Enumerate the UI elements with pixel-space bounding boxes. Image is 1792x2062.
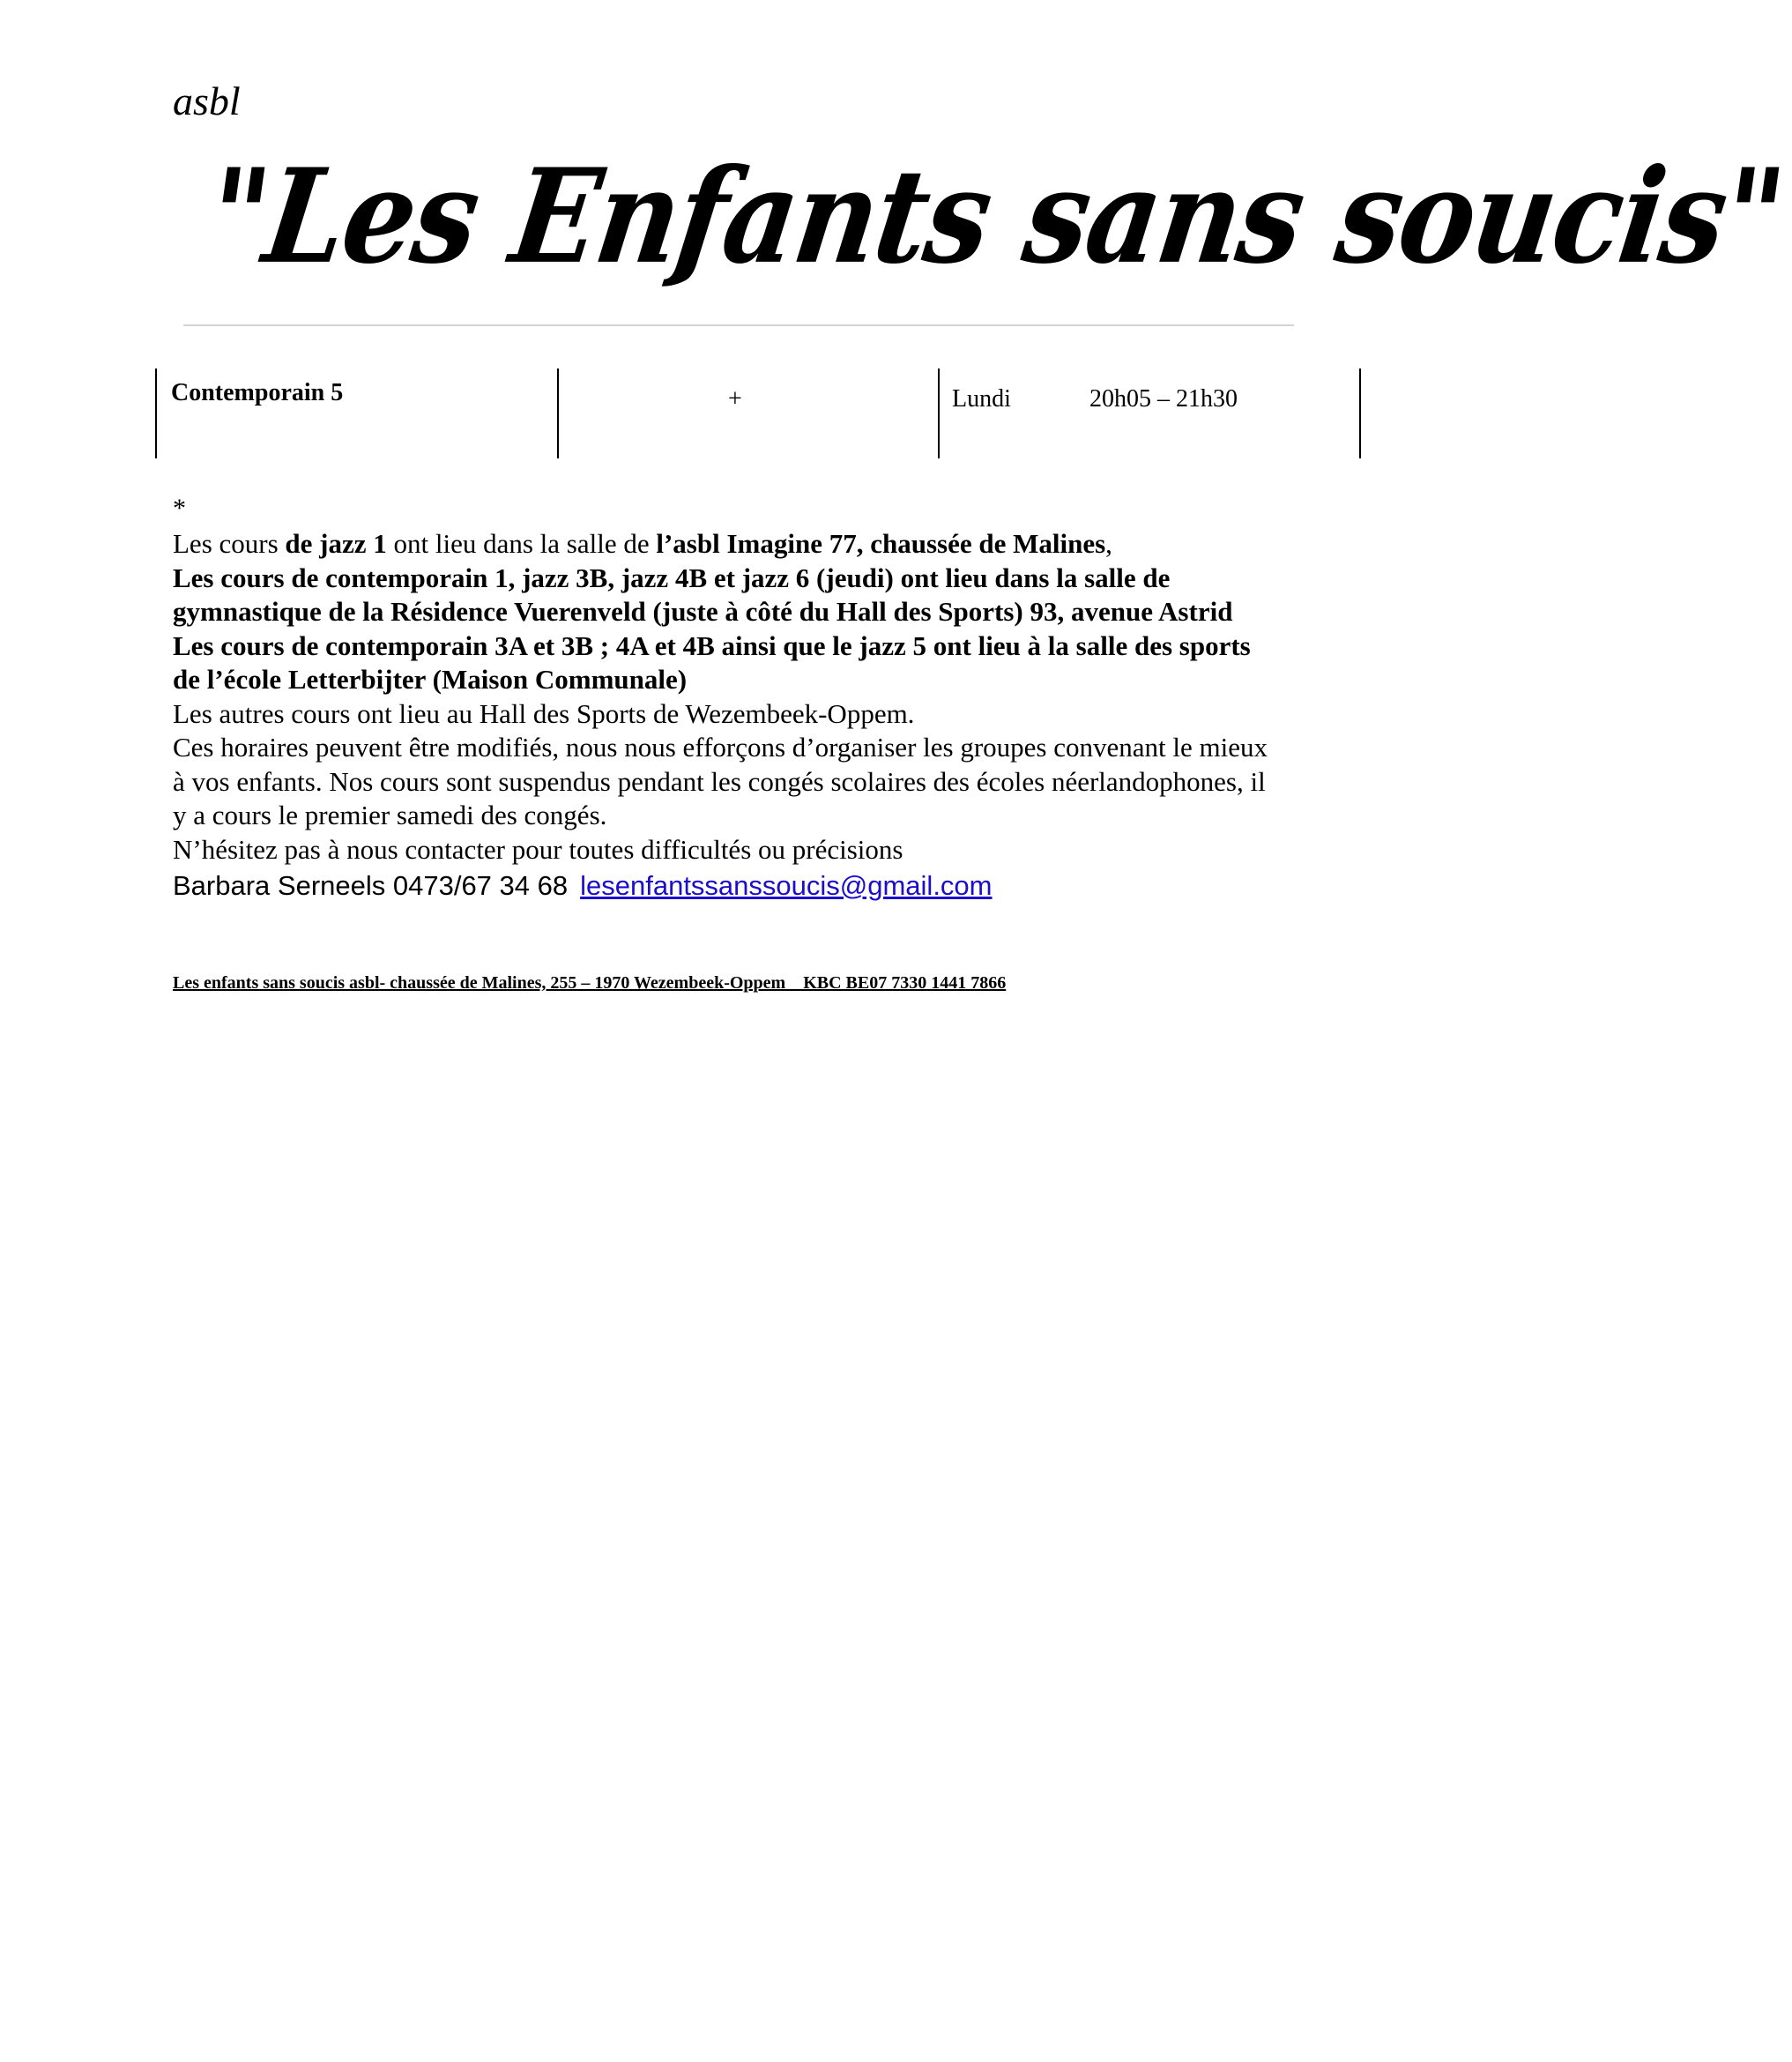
table-border-2 — [938, 368, 940, 458]
note-bold: Les cours de contemporain 1, jazz 3B, jazz 4B et jazz 6 (jeudi) ont lieu dans la salle de gymnastique de la Résidence Vuerenveld (juste à côté du Hall des Sports) 93, avenue Astrid — [173, 562, 1233, 627]
note-bold: Les cours de contemporain 3A et 3B ; 4A et 4B ainsi que le jazz 5 ont lieu à la salle des sports de l’école Letterbijter (Maison Communale) — [173, 629, 1251, 695]
note-text: , — [1105, 528, 1112, 559]
contact-line — [173, 868, 1283, 904]
asterisk: * — [173, 494, 186, 523]
table-border-right — [1359, 368, 1361, 458]
course-time: 20h05 – 21h30 — [1089, 385, 1238, 413]
note-bold: l’asbl Imagine 77, chaussée de Malines — [656, 528, 1106, 559]
contact-name: Barbara Serneels 0473/67 34 68 — [173, 870, 569, 901]
note-schedule-changes: Ces horaires peuvent être modifiés, nous nous efforçons d’organiser les groupes convenant le mieux à vos enfants. Nos cours sont suspendus pendant les congés scolaires des écoles néerlandophones, il y a cours le premier samedi des congés. — [173, 732, 1268, 830]
contact-email-link[interactable]: lesenfantssanssoucis@gmail.com — [580, 870, 993, 901]
course-day: Lundi — [952, 385, 1011, 413]
note-vuerenveld — [173, 562, 1283, 629]
note-letterbijter — [173, 629, 1283, 697]
course-marker: + — [728, 385, 742, 413]
asbl-label: asbl — [173, 78, 241, 123]
note-jazz1 — [173, 527, 1283, 562]
note-hall: Les autres cours ont lieu au Hall des Sports de Wezembeek-Oppem. — [173, 697, 915, 729]
header-divider — [183, 324, 1294, 326]
footer-address: Les enfants sans soucis asbl- chaussée de Malines, 255 – 1970 Wezembeek-Oppem KBC BE07 7330 1441 7866 — [173, 973, 1007, 993]
note-contact-invite: N’hésitez pas à nous contacter pour toutes difficultés ou précisions — [173, 833, 903, 865]
logo-text: "Les Enfants sans soucis" — [198, 141, 1792, 294]
course-name: Contemporain 5 — [171, 379, 344, 406]
note-text: Les cours — [173, 528, 286, 559]
note-text: ont lieu dans la salle de — [386, 528, 657, 559]
logo — [198, 141, 1792, 326]
note-bold: de jazz 1 — [285, 528, 387, 559]
table-border-left — [155, 368, 157, 458]
table-border-1 — [557, 368, 559, 458]
notes-block — [173, 527, 1283, 904]
